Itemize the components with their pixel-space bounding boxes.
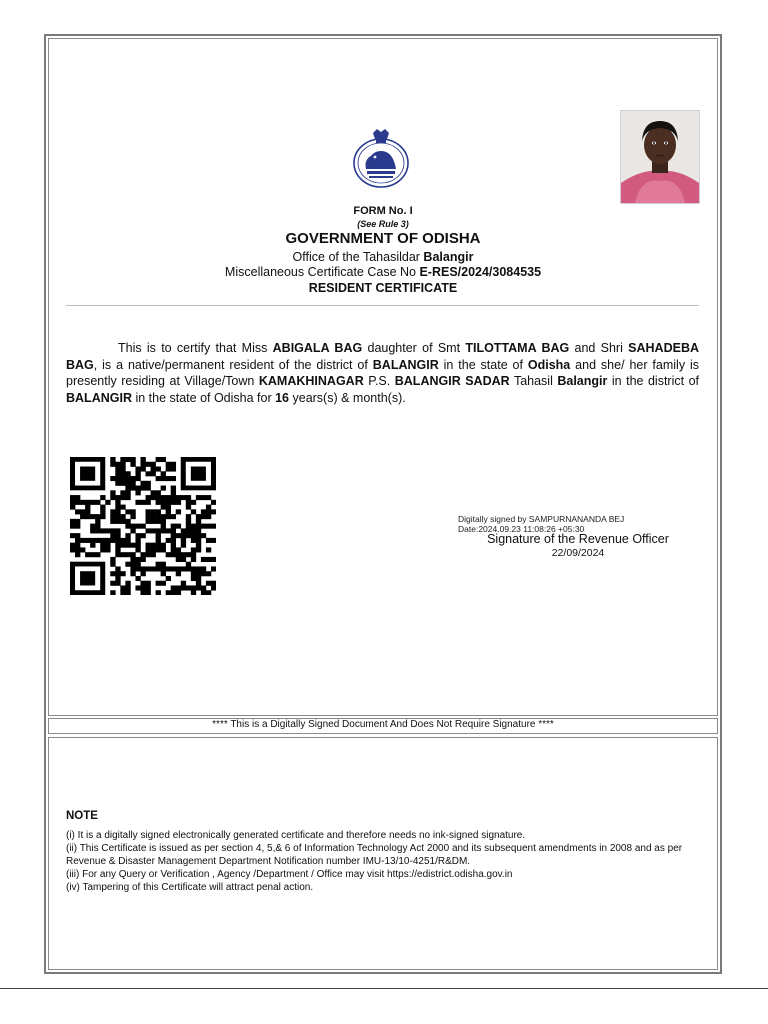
applicant-photo	[620, 110, 700, 204]
note-item[interactable]: (iii) For any Query or Verification , Agency /Department / Office may visit https://edistrict.odisha.gov.in	[66, 869, 513, 880]
page-bottom-rule	[0, 988, 768, 989]
note-item: (i) It is a digitally signed electronically generated certificate and therefore needs no ink-signed signature.	[66, 830, 526, 841]
signature-date: 22/09/2024	[551, 547, 605, 559]
signature-title: Signature of the Revenue Officer	[487, 532, 669, 546]
form-number: FORM No. I	[353, 205, 413, 217]
case-number-line: Miscellaneous Certificate Case No E-RES/2024/3084535	[224, 265, 542, 279]
note-item: (ii) This Certificate is issued as per section 4, 5,& 6 of Information Technology Act 2000 and its subsequent amendments in 2008 and as per Revenue & Disaster Management Department Notification number IMU-13/10-4251/R&DM.	[66, 843, 683, 867]
note-item: (iv) Tampering of this Certificate will attract penal action.	[66, 882, 314, 893]
government-title: GOVERNMENT OF ODISHA	[285, 230, 481, 247]
odisha-emblem-icon	[351, 127, 411, 189]
certificate-body: This is to certify that Miss ABIGALA BAG daughter of Smt TILOTTAMA BAG and Shri SAHADEBA BAG, is a native/permanent resident of the district of BALANGIR in the state of Odisha and she/ her family is presently residing at Village/Town KAMAKHINAGAR P.S. BALANGIR SADAR Tahasil Balangir in the district of BALANGIR in the state of Odisha for 16 years(s) & month(s).	[66, 341, 700, 405]
divider	[66, 305, 699, 306]
digital-signed-banner: **** This is a Digitally Signed Document And Does Not Require Signature ****	[212, 719, 554, 730]
note-title: NOTE	[66, 810, 98, 822]
note-list	[66, 829, 706, 894]
see-rule: (See Rule 3)	[357, 219, 409, 229]
qr-code[interactable]	[70, 457, 216, 595]
digital-signature-stamp: Digitally signed by SAMPURNANANDA BEJ Date:2024.09.23 11:08:26 +05:30	[458, 514, 625, 534]
office-line: Office of the Tahasildar Balangir	[292, 250, 474, 264]
certificate-title: RESIDENT CERTIFICATE	[308, 281, 458, 295]
